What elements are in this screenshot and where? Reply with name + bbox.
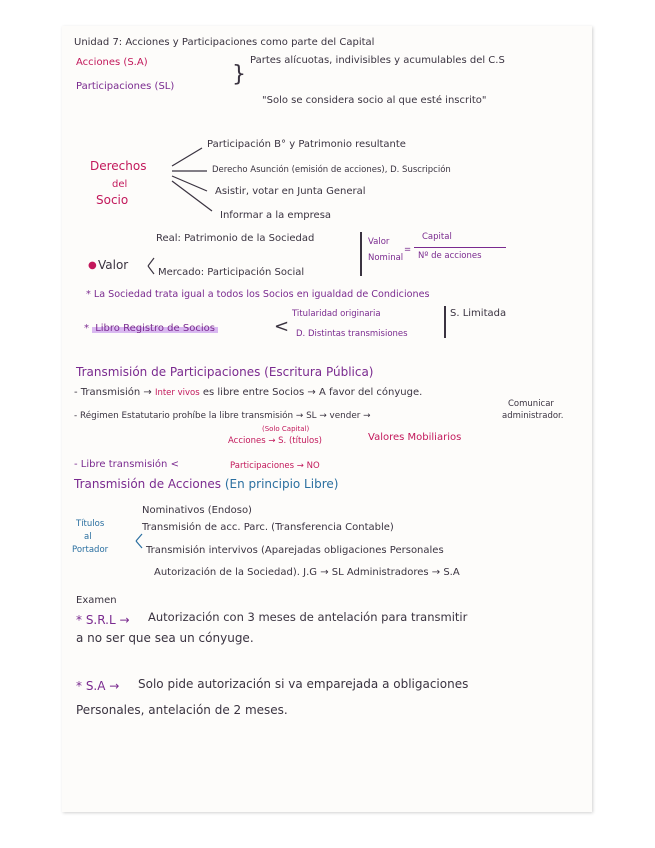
- valor-fraction-denominator: Nº de acciones: [418, 251, 482, 261]
- transmision-line-2: - Régimen Estatutario prohíbe la libre transmisión → SL → vender →: [74, 411, 371, 421]
- acciones-item-2: Transmisión de acc. Parc. (Transferencia Contable): [142, 522, 394, 533]
- acciones-item-4: Autorización de la Sociedad). J.G → SL Administradores → S.A: [154, 567, 460, 578]
- transmision-line-1-a: Transmisión: [80, 387, 141, 398]
- transmision-line-1-c: es libre entre Socios → A favor del cónyuge.: [202, 387, 423, 398]
- derechos-label: Derechos: [90, 159, 147, 173]
- libro-option-2: D. Distintas transmisiones: [296, 329, 408, 339]
- libro-divider: [444, 306, 446, 338]
- derecho-item-3: Asistir, votar en Junta General: [215, 186, 366, 197]
- comunicar-note-2: administrador.: [502, 411, 564, 421]
- valor-nominal-label-top: Valor: [368, 237, 390, 247]
- valor-fraction-numerator: Capital: [422, 232, 452, 242]
- valor-label: Valor: [98, 258, 129, 272]
- libre-acciones-line: Acciones → S. (títulos): [228, 436, 322, 446]
- titulos-label-3: Portador: [72, 545, 109, 555]
- participaciones-type: Participaciones (SL): [76, 81, 175, 92]
- acciones-item-1: Nominativos (Endoso): [142, 505, 252, 516]
- transmision-acciones-heading-text: Transmisión de Acciones: [74, 477, 222, 491]
- derecho-item-4: Informar a la empresa: [220, 210, 332, 221]
- valor-nominal-label-bottom: Nominal: [368, 253, 404, 263]
- types-brace-note: Partes alícuotas, indivisibles y acumulables del C.S: [250, 55, 505, 66]
- transmision-acciones-heading: [74, 478, 338, 490]
- valor-real: Real: Patrimonio de la Sociedad: [156, 233, 315, 244]
- socio-quote: "Solo se considera socio al que esté inscrito": [262, 95, 487, 106]
- igualdad-text: La Sociedad trata igual a todos los Socios en igualdad de Condiciones: [93, 289, 430, 300]
- valor-fraction-line: [414, 247, 506, 248]
- derechos-label-socio: Socio: [96, 193, 129, 207]
- igualdad-note: * La Sociedad trata igual a todos los Socios en igualdad de Condiciones: [86, 289, 430, 300]
- transmision-participaciones-heading: Transmisión de Participaciones (Escritura Pública): [76, 365, 374, 379]
- libro-label-text: Libro Registro de Socios: [92, 323, 218, 334]
- libre-transmision-text: Libre transmisión: [80, 459, 168, 470]
- srl-text-1: Autorización con 3 meses de antelación para transmitir: [148, 610, 468, 624]
- transmision-line-1: - Transmisión → Inter vivos es libre entre Socios → A favor del cónyuge.: [74, 387, 423, 398]
- transmision-line-2-text: Régimen Estatutario prohíbe la libre transmisión → SL → vender →: [79, 411, 371, 421]
- examen-heading: Examen: [76, 595, 117, 606]
- valor-equals: =: [404, 245, 412, 255]
- valor-divider: [360, 232, 362, 276]
- titulos-label-2: al: [84, 532, 92, 542]
- types-brace: }: [232, 62, 246, 87]
- sa-text-2: Personales, antelación de 2 meses.: [76, 703, 288, 717]
- sa-tag: * S.A →: [76, 679, 120, 693]
- libre-transmision-label: - Libre transmisión <: [74, 459, 179, 470]
- libro-label: * Libro Registro de Socios: [84, 324, 218, 334]
- page-title: Unidad 7: Acciones y Participaciones como parte del Capital: [74, 37, 375, 48]
- libro-note: S. Limitada: [450, 308, 507, 319]
- srl-text-2: a no ser que sea un cónyuge.: [76, 631, 254, 645]
- solo-capital-note: (Solo Capital): [262, 425, 310, 433]
- acciones-item-3: Transmisión intervivos (Aparejadas obligaciones Personales: [146, 545, 444, 556]
- titulos-label-1: Títulos: [76, 519, 105, 529]
- notebook-page: [62, 26, 592, 812]
- libro-option-1: Titularidad originaria: [292, 309, 381, 319]
- srl-tag: * S.R.L →: [76, 613, 130, 627]
- valores-mobiliarios: Valores Mobiliarios: [368, 432, 462, 443]
- transmision-line-1-b: Inter vivos: [154, 388, 200, 398]
- transmision-acciones-heading-paren: (En principio Libre): [224, 477, 339, 491]
- libre-participaciones-line: Participaciones → NO: [230, 461, 320, 471]
- sa-text-1: Solo pide autorización si va emparejada a obligaciones: [138, 677, 469, 691]
- acciones-type: Acciones (S.A): [76, 57, 148, 68]
- valor-bullet: ●: [88, 260, 97, 271]
- valor-mercado: Mercado: Participación Social: [158, 267, 305, 278]
- derecho-item-1: Participación B° y Patrimonio resultante: [207, 139, 406, 150]
- comunicar-note-1: Comunicar: [508, 399, 554, 409]
- derechos-label-del: del: [112, 179, 128, 190]
- derecho-item-2: Derecho Asunción (emisión de acciones), D. Suscripción: [212, 165, 451, 175]
- libro-bracket: <: [274, 316, 290, 337]
